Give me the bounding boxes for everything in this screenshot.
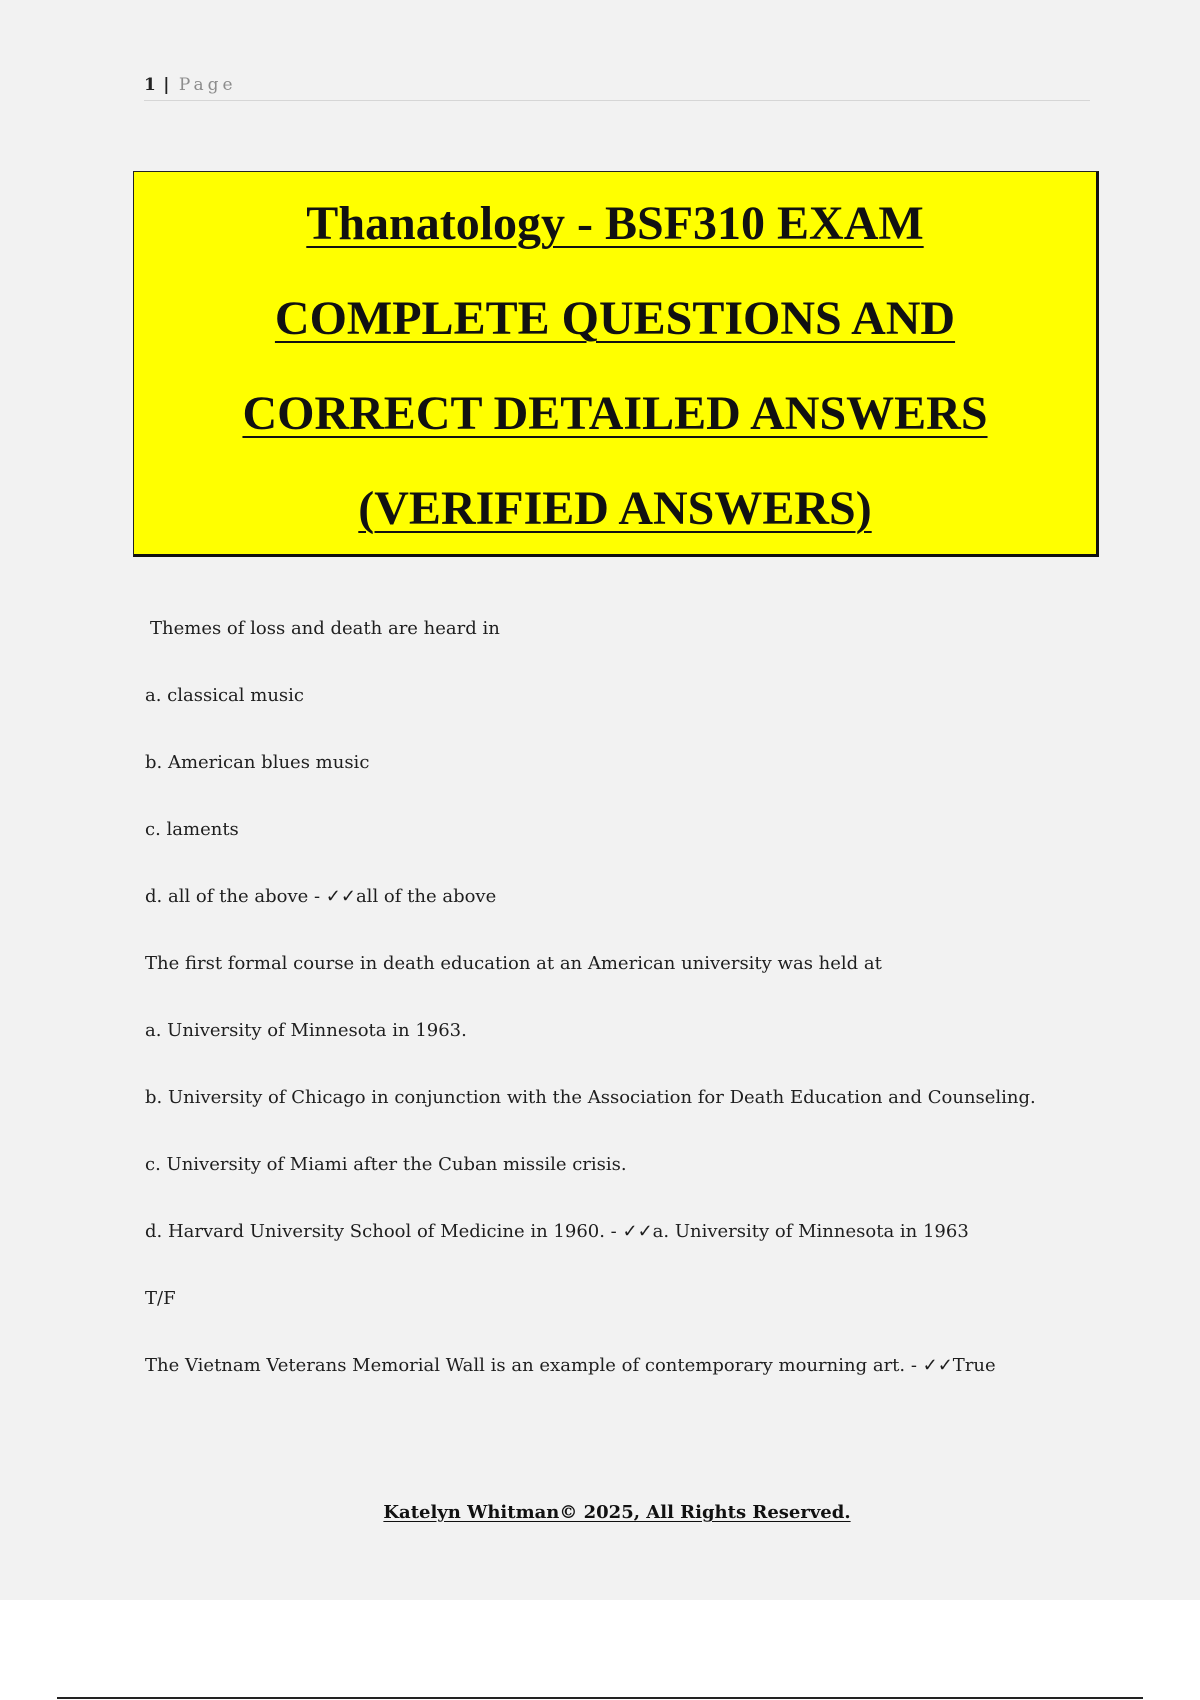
footer-copyright (0, 1502, 1200, 1523)
title-line: (VERIFIED ANSWERS) (358, 482, 872, 535)
copyright-text: Katelyn Whitman© 2025, All Rights Reserved. (383, 1502, 851, 1523)
question-text: The first formal course in death education at an American university was held at (145, 953, 882, 974)
title-box (133, 171, 1099, 557)
page-label: Page (178, 75, 237, 95)
answer-option: d. all of the above - ✓✓all of the above (145, 886, 497, 907)
title-line: Thanatology - BSF310 EXAM (306, 197, 924, 250)
answer-option: a. classical music (145, 685, 305, 706)
next-page-divider (57, 1697, 1143, 1699)
page-number: 1 (144, 75, 156, 95)
answer-option: b. University of Chicago in conjunction with the Association for Death Education and Counseling. (145, 1087, 1036, 1108)
title-line: COMPLETE QUESTIONS AND (274, 292, 956, 345)
answer-option: c. University of Miami after the Cuban missile crisis. (145, 1154, 627, 1175)
question-text: Themes of loss and death are heard in (150, 618, 500, 639)
question-type-label: T/F (145, 1288, 176, 1309)
question-content (145, 618, 1075, 1422)
answer-option: a. University of Minnesota in 1963. (145, 1020, 467, 1041)
title-line: CORRECT DETAILED ANSWERS (242, 387, 988, 440)
answer-option: b. American blues music (145, 752, 370, 773)
answer-option: c. laments (145, 819, 239, 840)
question-text: The Vietnam Veterans Memorial Wall is an example of contemporary mourning art. - ✓✓True (145, 1355, 996, 1376)
answer-option: d. Harvard University School of Medicine in 1960. - ✓✓a. University of Minnesota in 1963 (145, 1221, 969, 1242)
page-header (144, 72, 1090, 101)
page-separator: | (163, 75, 170, 95)
